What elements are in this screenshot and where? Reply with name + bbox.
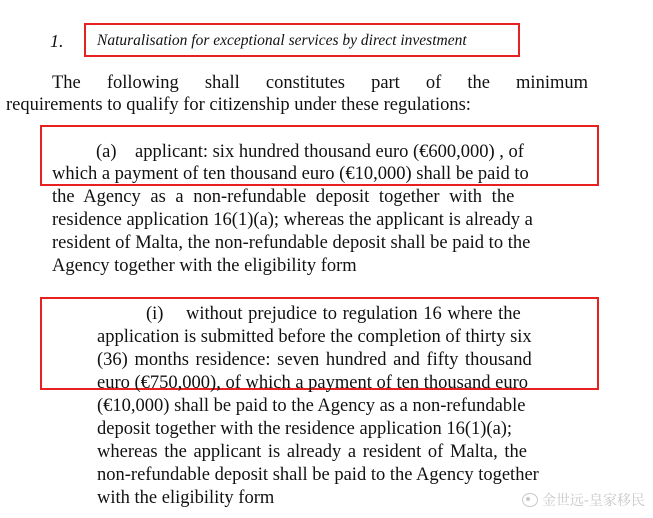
intro-word: shall (204, 73, 240, 93)
watermark (522, 490, 645, 510)
para-a-line-5: resident of Malta, the non-refundable deposit shall be paid to the (52, 233, 531, 253)
para-i-line-8: non-refundable deposit shall be paid to the Agency together (97, 465, 539, 485)
watermark-text: 金世远-皇家移民 (541, 493, 645, 509)
para-a-line-1: (a) applicant: six hundred thousand euro (€600,000) , of (96, 142, 524, 162)
intro-line-1 (52, 72, 588, 94)
intro-word: the (467, 73, 490, 93)
para-i-line-9: with the eligibility form (97, 488, 275, 508)
intro-line-2: requirements to qualify for citizenship under these regulations: (6, 95, 471, 115)
para-a-line-6: Agency together with the eligibility form (52, 256, 357, 276)
para-i-line-2: application is submitted before the completion of thirty six (97, 327, 532, 347)
para-i-line-4: euro (€750,000), of which a payment of ten thousand euro (97, 373, 529, 393)
intro-word: constitutes (265, 73, 345, 93)
para-a-line-3: the Agency as a non-refundable deposit together with the (52, 187, 515, 207)
intro-word: of (425, 73, 442, 93)
para-i-line-3: (36) months residence: seven hundred and fifty thousand (97, 350, 532, 370)
para-i-line-6: deposit together with the residence application 16(1)(a); (97, 419, 513, 439)
para-a-line-2: which a payment of ten thousand euro (€10,000) shall be paid to (52, 164, 529, 184)
section-number: 1. (50, 31, 64, 51)
para-i-line-5: (€10,000) shall be paid to the Agency as a non-refundable (97, 396, 526, 416)
para-a-line-4: residence application 16(1)(a); whereas the applicant is already a (52, 210, 533, 230)
weibo-icon (522, 493, 538, 507)
intro-word: minimum (516, 73, 588, 93)
intro-word: following (106, 73, 179, 93)
intro-word: part (371, 73, 400, 93)
section-title: Naturalisation for exceptional services by direct investment (97, 32, 467, 49)
para-i-line-7: whereas the applicant is already a resident of Malta, the (97, 442, 527, 462)
para-i-line-1: (i) without prejudice to regulation 16 where the (146, 304, 521, 324)
intro-word: The (52, 73, 81, 93)
